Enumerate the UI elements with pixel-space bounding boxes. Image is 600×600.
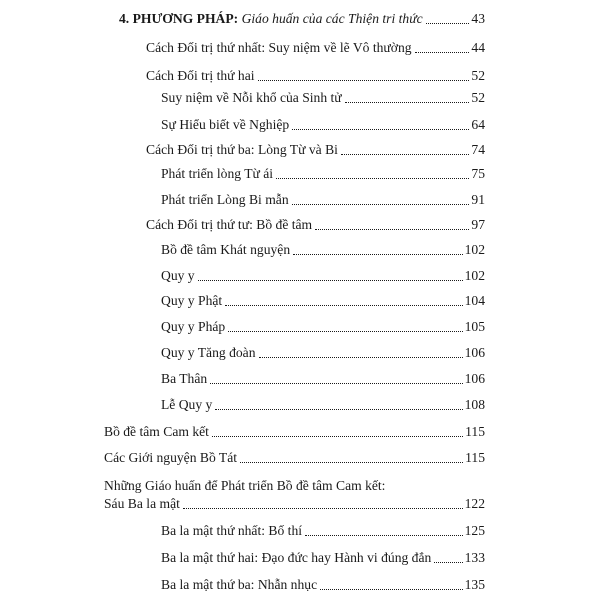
toc-page-number: 125 xyxy=(464,523,485,538)
toc-page-number: 108 xyxy=(464,397,485,412)
dot-leader xyxy=(198,280,463,281)
toc-entry xyxy=(146,38,485,58)
toc-entry xyxy=(119,9,485,29)
dot-leader xyxy=(434,562,462,563)
toc-page-number: 135 xyxy=(464,577,485,592)
toc-page-number: 106 xyxy=(464,371,485,386)
toc-entry-title: Ba Thân xyxy=(161,371,208,386)
toc-entry xyxy=(146,66,485,86)
toc-page-number: 43 xyxy=(471,11,485,26)
section-heading: Những Giáo huấn để Phát triển Bồ đề tâm Cam kết: xyxy=(104,478,386,493)
toc-entry xyxy=(161,291,485,311)
toc-entry-title: Sáu Ba la mật xyxy=(104,496,180,511)
toc-entry-title: Bồ đề tâm Cam kết xyxy=(104,424,209,439)
toc-entry-title: Phát triển Lòng Bi mẫn xyxy=(161,192,289,207)
toc-page-number: 104 xyxy=(464,293,485,308)
dot-leader xyxy=(228,331,462,332)
toc-entry xyxy=(146,140,485,160)
toc-entry-title: Cách Đối trị thứ nhất: Suy niệm về lẽ Vô thường xyxy=(146,40,412,55)
dot-leader xyxy=(183,508,463,509)
toc-entry xyxy=(161,115,485,135)
toc-entry-title: Các Giới nguyện Bồ Tát xyxy=(104,450,238,465)
toc-page-number: 74 xyxy=(471,142,485,157)
toc-entry xyxy=(161,548,485,568)
toc-page-number: 91 xyxy=(471,192,485,207)
toc-page-number: 102 xyxy=(464,242,485,257)
toc-page-number: 122 xyxy=(464,496,485,511)
dot-leader xyxy=(258,80,470,81)
toc-page-number: 133 xyxy=(464,550,485,565)
toc-entry xyxy=(161,164,485,184)
toc-page-number: 115 xyxy=(465,450,485,465)
toc-entry xyxy=(104,494,485,514)
toc-entry xyxy=(161,190,485,210)
dot-leader xyxy=(293,254,462,255)
toc-page-number: 52 xyxy=(471,68,485,83)
toc-entry-title: Lễ Quy y xyxy=(161,397,213,412)
dot-leader xyxy=(259,357,463,358)
toc-entry-title: Phát triển lòng Từ ái xyxy=(161,166,274,181)
toc-entry xyxy=(161,88,485,108)
toc-entry xyxy=(161,266,485,286)
toc-entry-title: Suy niệm về Nỗi khổ của Sinh tử xyxy=(161,90,342,105)
toc-entry xyxy=(161,343,485,363)
toc-entry xyxy=(161,521,485,541)
dot-leader xyxy=(225,305,462,306)
toc-entry xyxy=(161,369,485,389)
toc-page-number: 105 xyxy=(464,319,485,334)
dot-leader xyxy=(315,229,469,230)
toc-page-number: 52 xyxy=(471,90,485,105)
toc-entry xyxy=(146,215,485,235)
dot-leader xyxy=(320,589,463,590)
toc-entry-title: Quy y xyxy=(161,268,195,283)
toc-page-number: 64 xyxy=(471,117,485,132)
toc-page-number: 75 xyxy=(471,166,485,181)
dot-leader xyxy=(341,154,469,155)
dot-leader xyxy=(415,52,470,53)
toc-page-number: 97 xyxy=(471,217,485,232)
toc-entry-title: Bồ đề tâm Khát nguyện xyxy=(161,242,291,257)
toc-entry-title: Ba la mật thứ hai: Đạo đức hay Hành vi đúng đắn xyxy=(161,550,432,565)
toc-entry xyxy=(104,422,485,442)
toc-entry-title: Sự Hiểu biết về Nghiệp xyxy=(161,117,290,132)
dot-leader xyxy=(426,23,470,24)
dot-leader xyxy=(210,383,462,384)
dot-leader xyxy=(240,462,463,463)
toc-entry xyxy=(104,448,485,468)
dot-leader xyxy=(215,409,462,410)
toc-page-number: 102 xyxy=(464,268,485,283)
toc-entry xyxy=(161,395,485,415)
toc-page-number: 106 xyxy=(464,345,485,360)
toc-page-number: 44 xyxy=(471,40,485,55)
dot-leader xyxy=(276,178,469,179)
toc-entry-title: Quy y Tăng đoàn xyxy=(161,345,256,360)
toc-entry-title: 4. PHƯƠNG PHÁP: Giáo huấn của các Thiện tri thức xyxy=(119,11,423,26)
toc-entry-title: Quy y Pháp xyxy=(161,319,226,334)
toc-entry-title: Cách Đối trị thứ hai xyxy=(146,68,255,83)
toc-entry-title: Quy y Phật xyxy=(161,293,223,308)
toc-page-number: 115 xyxy=(465,424,485,439)
dot-leader xyxy=(212,436,463,437)
toc-entry-title: Ba la mật thứ ba: Nhẫn nhục xyxy=(161,577,318,592)
dot-leader xyxy=(292,204,470,205)
dot-leader xyxy=(345,102,470,103)
dot-leader xyxy=(292,129,469,130)
toc-entry xyxy=(161,240,485,260)
dot-leader xyxy=(305,535,463,536)
toc-entry-title: Cách Đối trị thứ tư: Bồ đề tâm xyxy=(146,217,313,232)
toc-entry xyxy=(161,575,485,595)
toc-entry-title: Ba la mật thứ nhất: Bố thí xyxy=(161,523,303,538)
toc-entry xyxy=(161,317,485,337)
toc-entry-title: Cách Đối trị thứ ba: Lòng Từ và Bi xyxy=(146,142,338,157)
